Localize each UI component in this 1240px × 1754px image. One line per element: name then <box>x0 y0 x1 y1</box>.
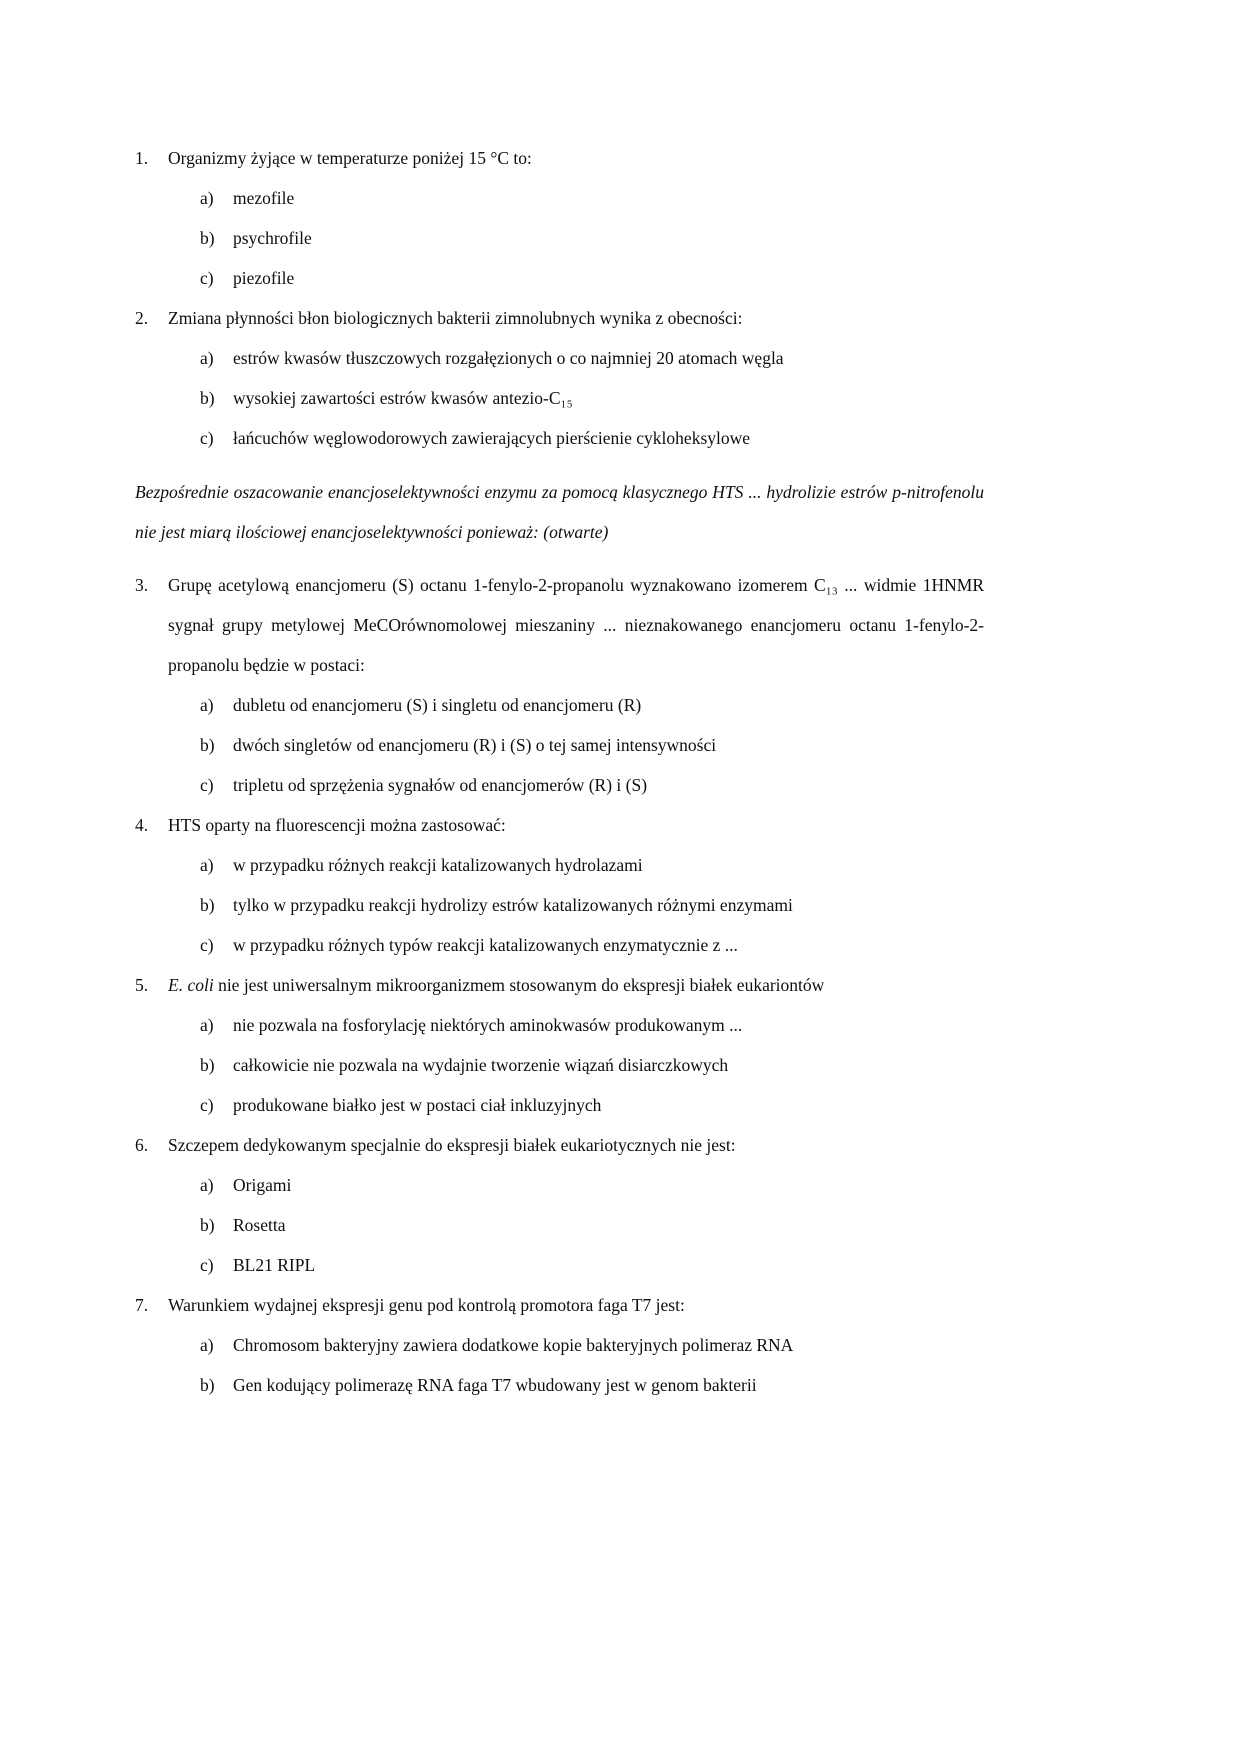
option-letter: c) <box>200 775 214 795</box>
option-text: Rosetta <box>233 1215 286 1235</box>
option-text: Chromosom bakteryjny zawiera dodatkowe kopie bakteryjnych polimeraz RNA <box>233 1335 794 1355</box>
option-text: piezofile <box>233 268 295 288</box>
option-item <box>135 685 984 725</box>
option-letter: b) <box>200 388 215 408</box>
option-item <box>135 418 984 458</box>
option-text: psychrofile <box>233 228 312 248</box>
option-item <box>135 338 984 378</box>
question-text-body: Organizmy żyjące w temperaturze poniżej 15 °C to: <box>168 148 532 168</box>
option-letter: c) <box>200 935 214 955</box>
question-number: 6. <box>135 1135 149 1155</box>
option-item <box>135 1365 984 1405</box>
option-item <box>135 1045 984 1085</box>
option-letter: a) <box>200 695 214 715</box>
option-item <box>135 1325 984 1365</box>
question-text-body: Grupę acetylową enancjomeru (S) octanu 1-fenylo-2-propanolu wyznakowano izomerem C₁₃ ... widmie 1HNMR sygnał grupy metylowej MeCOrównomolowej mieszaniny ... nieznakowanego enancjomeru octanu 1-fenylo-2-propanolu będzie w postaci: <box>168 575 984 675</box>
option-text: tripletu od sprzężenia sygnałów od enancjomerów (R) i (S) <box>233 775 648 795</box>
option-letter: c) <box>200 1255 214 1275</box>
question-number: 7. <box>135 1295 149 1315</box>
option-letter: a) <box>200 1015 214 1035</box>
option-text: Gen kodujący polimerazę RNA faga T7 wbudowany jest w genom bakterii <box>233 1375 757 1395</box>
question-text <box>168 298 984 338</box>
option-text: dwóch singletów od enancjomeru (R) i (S) o tej samej intensywności <box>233 735 717 755</box>
option-text: BL21 RIPL <box>233 1255 316 1275</box>
option-item <box>135 218 984 258</box>
option-item <box>135 1005 984 1045</box>
question-row <box>135 298 984 338</box>
option-letter: b) <box>200 735 215 755</box>
question-number: 1. <box>135 148 149 168</box>
option-letter: a) <box>200 855 214 875</box>
question-text <box>168 138 984 178</box>
option-item <box>135 765 984 805</box>
option-letter: b) <box>200 228 215 248</box>
option-item <box>135 885 984 925</box>
option-letter: a) <box>200 348 214 368</box>
option-letter: c) <box>200 428 214 448</box>
option-text: w przypadku różnych reakcji katalizowanych hydrolazami <box>233 855 643 875</box>
question-number: 2. <box>135 308 149 328</box>
option-text: mezofile <box>233 188 295 208</box>
option-text: nie pozwala na fosforylację niektórych aminokwasów produkowanym ... <box>233 1015 743 1035</box>
option-item <box>135 1085 984 1125</box>
option-letter: b) <box>200 895 215 915</box>
question-row <box>135 1125 984 1165</box>
option-item <box>135 845 984 885</box>
option-item <box>135 378 984 418</box>
question-item <box>135 1125 984 1285</box>
option-letter: b) <box>200 1215 215 1235</box>
option-text: Origami <box>233 1175 292 1195</box>
question-text <box>168 1125 984 1165</box>
question-text-body: Szczepem dedykowanym specjalnie do ekspresji białek eukariotycznych nie jest: <box>168 1135 736 1155</box>
question-number: 5. <box>135 975 149 995</box>
open-question-paragraph: Bezpośrednie oszacowanie enancjoselektywności enzymu za pomocą klasycznego HTS ... hydrolizie estrów p-nitrofenolu nie jest miarą ilościowej enancjoselektywności ponieważ: (otwarte) <box>135 482 984 542</box>
option-text: wysokiej zawartości estrów kwasów antezio-C₁₅ <box>233 388 573 408</box>
option-text: produkowane białko jest w postaci ciał inkluzyjnych <box>233 1095 602 1115</box>
question-item <box>135 805 984 965</box>
question-item <box>135 565 984 805</box>
question-item <box>135 138 984 298</box>
question-text <box>168 965 984 1005</box>
option-letter: a) <box>200 188 214 208</box>
option-letter: c) <box>200 1095 214 1115</box>
question-row <box>135 565 984 685</box>
option-item <box>135 1205 984 1245</box>
question-text-body: Warunkiem wydajnej ekspresji genu pod kontrolą promotora faga T7 jest: <box>168 1295 685 1315</box>
question-row <box>135 965 984 1005</box>
question-item <box>135 965 984 1125</box>
question-item <box>135 298 984 458</box>
option-letter: b) <box>200 1055 215 1075</box>
option-text: w przypadku różnych typów reakcji katalizowanych enzymatycznie z ... <box>233 935 738 955</box>
question-row <box>135 1285 984 1325</box>
option-text: całkowicie nie pozwala na wydajnie tworzenie wiązań disiarczkowych <box>233 1055 729 1075</box>
option-item <box>135 925 984 965</box>
option-item <box>135 1165 984 1205</box>
option-text: dubletu od enancjomeru (S) i singletu od enancjomeru (R) <box>233 695 642 715</box>
question-row <box>135 805 984 845</box>
option-letter: a) <box>200 1335 214 1355</box>
option-letter: c) <box>200 268 214 288</box>
document-body <box>135 138 984 1405</box>
option-item <box>135 1245 984 1285</box>
question-text <box>168 565 984 685</box>
question-text-body: HTS oparty na fluorescencji można zastosować: <box>168 815 506 835</box>
question-number: 4. <box>135 815 149 835</box>
question-row <box>135 138 984 178</box>
question-text-body: Zmiana płynności błon biologicznych bakterii zimnolubnych wynika z obecności: <box>168 308 743 328</box>
option-text: estrów kwasów tłuszczowych rozgałęzionych o co najmniej 20 atomach węgla <box>233 348 784 368</box>
option-item <box>135 725 984 765</box>
question-number: 3. <box>135 575 149 595</box>
option-letter: a) <box>200 1175 214 1195</box>
option-item <box>135 258 984 298</box>
option-letter: b) <box>200 1375 215 1395</box>
question-item <box>135 1285 984 1405</box>
option-text: łańcuchów węglowodorowych zawierających pierścienie cykloheksylowe <box>233 428 751 448</box>
option-item <box>135 178 984 218</box>
question-text <box>168 1285 984 1325</box>
option-text: tylko w przypadku reakcji hydrolizy estrów katalizowanych różnymi enzymami <box>233 895 793 915</box>
question-text-body: nie jest uniwersalnym mikroorganizmem stosowanym do ekspresji białek eukariontów <box>213 975 825 995</box>
question-lead-italic: E. coli <box>168 975 214 995</box>
question-text <box>168 805 984 845</box>
